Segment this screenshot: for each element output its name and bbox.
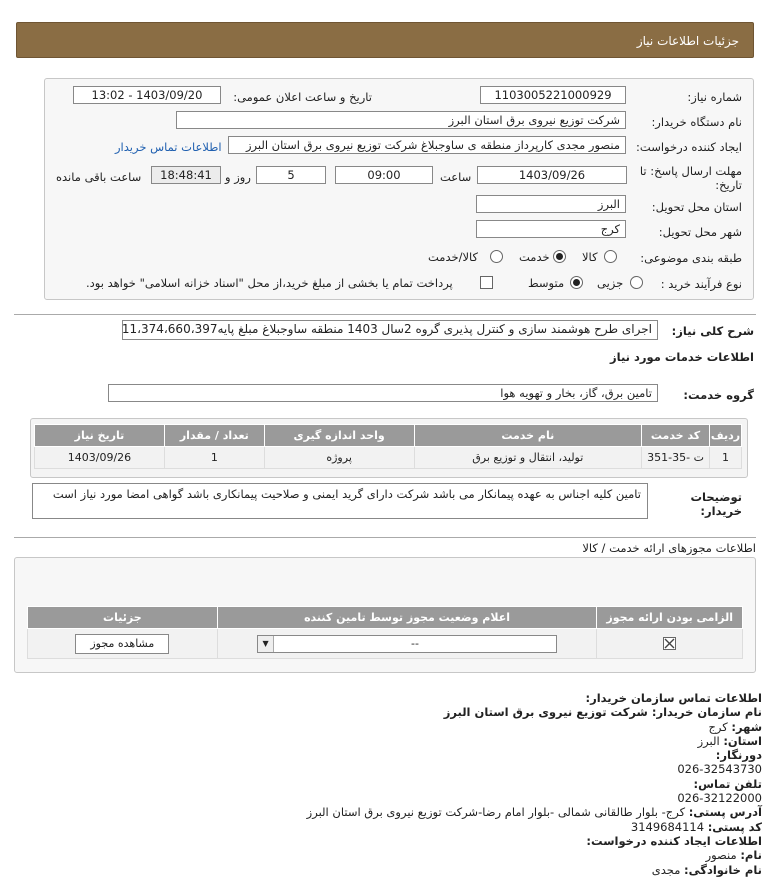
cell-status (217, 629, 597, 659)
col-code: کد خدمت (642, 425, 710, 447)
category-radio-service[interactable] (553, 250, 566, 263)
process-radio-minor[interactable] (630, 276, 643, 289)
col-status: اعلام وضعیت مجوز توسط تامین کننده (217, 607, 597, 629)
process-label: نوع فرآیند خرید : (660, 277, 742, 291)
remaining-label: ساعت باقی مانده (56, 170, 142, 184)
col-unit: واحد اندازه گیری (264, 425, 414, 447)
cell-name: تولید، انتقال و توزیع برق (414, 447, 642, 469)
announce-field[interactable]: 1403/09/20 - 13:02 (73, 86, 221, 104)
category-option-both: کالا/خدمت (428, 250, 479, 264)
days-field[interactable]: 5 (256, 166, 326, 184)
requester-label: ایجاد کننده درخواست: (636, 140, 742, 154)
hour-label: ساعت (440, 170, 472, 184)
cell-unit: پروژه (264, 447, 414, 469)
contact-city-label: شهر: (731, 719, 762, 734)
creator-first-name-label: نام: (740, 848, 762, 863)
creator-first-name: منصور (705, 848, 737, 863)
cell-row: 1 (710, 447, 742, 469)
process-option-medium: متوسط (528, 276, 565, 290)
page-header (16, 22, 754, 58)
deadline-date-field[interactable]: 1403/09/26 (477, 166, 627, 184)
permits-table-header (28, 607, 743, 629)
province-label: استان محل تحویل: (651, 200, 742, 214)
services-table-header (35, 425, 742, 447)
contact-phone: 026-32122000 (677, 791, 762, 806)
table-row (28, 629, 743, 659)
cell-date: 1403/09/26 (35, 447, 165, 469)
col-details: جزئیات (28, 607, 218, 629)
category-radio-both[interactable] (490, 250, 503, 263)
chevron-down-icon[interactable]: ▼ (258, 636, 274, 652)
services-table (34, 424, 742, 469)
summary-field[interactable]: اجرای طرح هوشمند سازی و کنترل پذیری گروه 2سال 1403 منطقه ساوجبلاغ مبلغ پایه11،374،660،397 (122, 320, 658, 340)
cell-details (28, 629, 218, 659)
creator-last-name: مجدی (651, 862, 681, 877)
days-label: روز و (225, 170, 251, 184)
city-label: شهر محل تحویل: (658, 225, 742, 239)
table-row[interactable] (35, 447, 742, 469)
requester-field[interactable]: منصور مجدی کارپرداز منطقه ی ساوجبلاغ شرکت توزیع نیروی برق استان البرز (228, 136, 626, 154)
required-checkbox[interactable] (663, 637, 676, 650)
contact-fax-label: دورنگار: (715, 748, 762, 763)
services-section-title: اطلاعات خدمات مورد نیاز (610, 350, 754, 364)
x-icon (664, 638, 675, 649)
permits-table (27, 606, 743, 659)
buyer-notes-label-2: خریدار: (700, 504, 742, 518)
city-field[interactable]: کرج (476, 220, 626, 238)
col-row: ردیف (710, 425, 742, 447)
contact-org: نام سازمان خریدار: شرکت توزیع نیروی برق استان البرز (443, 705, 762, 720)
contact-province: البرز (697, 733, 720, 748)
permit-status-value: -- (411, 636, 419, 650)
permit-status-select[interactable] (257, 635, 557, 653)
announce-label: تاریخ و ساعت اعلان عمومی: (233, 90, 372, 104)
category-option-goods: کالا (582, 250, 598, 264)
process-radio-medium[interactable] (570, 276, 583, 289)
remaining-time-field: 18:48:41 (151, 166, 221, 184)
service-group-label: گروه خدمت: (683, 388, 754, 402)
need-number-label: شماره نیاز: (687, 90, 742, 104)
col-required: الزامی بودن ارائه مجوز (597, 607, 743, 629)
deadline-time-field[interactable]: 09:00 (335, 166, 433, 184)
contact-phone-label: تلفن تماس: (693, 776, 762, 791)
payment-note: پرداخت تمام یا بخشی از مبلغ خرید،از محل "اسناد خزانه اسلامی" خواهد بود. (86, 276, 453, 290)
buyer-contact-link[interactable]: اطلاعات تماس خریدار (115, 140, 222, 154)
deadline-label: مهلت ارسال پاسخ: تا (639, 164, 742, 178)
creator-last-name-label: نام خانوادگی: (684, 862, 762, 877)
col-quantity: تعداد / مقدار (164, 425, 264, 447)
contact-address: کرج- بلوار طالقانی شمالی -بلوار امام رضا-شرکت توزیع نیروی برق استان البرز (306, 805, 686, 820)
view-permit-button[interactable]: مشاهده مجوز (75, 634, 169, 654)
contact-section (22, 691, 762, 877)
page-title: جزئیات اطلاعات نیاز (636, 34, 739, 48)
service-group-field[interactable]: تامین برق، گاز، بخار و تهویه هوا (108, 384, 658, 402)
cell-code: ت -35-351 (642, 447, 710, 469)
contact-address-label: آدرس پستی: (688, 805, 762, 820)
permits-title: اطلاعات مجوزهای ارائه خدمت / کالا (582, 541, 756, 555)
cell-required (597, 629, 743, 659)
category-option-service: خدمت (519, 250, 550, 264)
creator-title: اطلاعات ایجاد کننده درخواست: (586, 833, 762, 848)
contact-fax: 026-32543730 (677, 762, 762, 777)
contact-postal: 3149684114 (630, 819, 705, 834)
summary-label: شرح کلی نیاز: (671, 324, 754, 338)
contact-city: کرج (708, 719, 728, 734)
buyer-notes-field[interactable]: تامین کلیه اجناس به عهده پیمانکار می باشد شرکت دارای گرید ایمنی و صلاحیت پیمانکاری باشد گواهی امضا مورد نیاز است (32, 483, 648, 519)
buyer-notes-label: توضیحات (690, 490, 742, 504)
need-number-field[interactable]: 1103005221000929 (480, 86, 626, 104)
buyer-org-field[interactable]: شرکت توزیع نیروی برق استان البرز (176, 111, 626, 129)
divider (14, 537, 756, 538)
category-radio-goods[interactable] (604, 250, 617, 263)
province-field[interactable]: البرز (476, 195, 626, 213)
col-date: تاریخ نیاز (35, 425, 165, 447)
deadline-date-label: تاریخ: (715, 178, 742, 192)
cell-quantity: 1 (164, 447, 264, 469)
process-option-minor: جزیی (597, 276, 624, 290)
category-label: طبقه بندی موضوعی: (640, 251, 742, 265)
contact-title: اطلاعات تماس سازمان خریدار: (585, 691, 762, 705)
contact-province-label: استان: (723, 733, 762, 748)
col-name: نام خدمت (414, 425, 642, 447)
contact-postal-label: کد پستی: (707, 819, 762, 834)
divider (14, 314, 756, 315)
buyer-org-label: نام دستگاه خریدار: (651, 115, 742, 129)
payment-checkbox[interactable] (480, 276, 493, 289)
